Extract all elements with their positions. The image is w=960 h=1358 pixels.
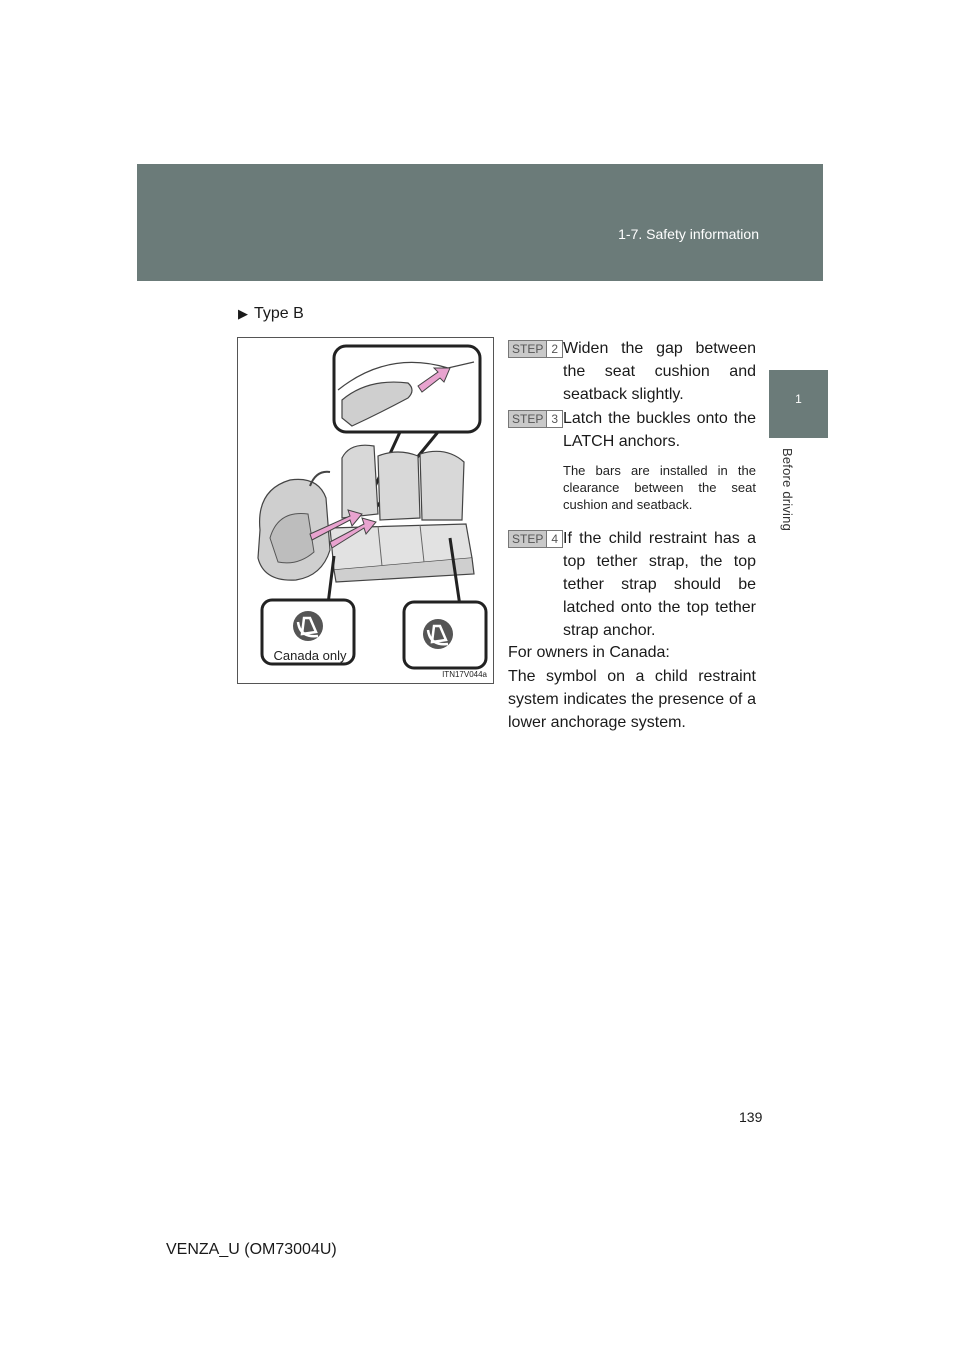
step-badge [508,340,563,358]
canada-only-label: Canada only [273,648,347,663]
step-2 [508,337,756,406]
step-number: 3 [546,411,562,427]
subheading-text: Type B [254,305,304,322]
document-code: VENZA_U (OM73004U) [166,1241,337,1258]
triangle-bullet-icon: ▶ [238,306,248,321]
canada-heading: For owners in Canada: [508,644,670,661]
step-text: If the child restraint has a top tether strap, the top tether strap should be latched onto the top tether strap anchor. [563,530,756,639]
page-number: 139 [739,1109,763,1125]
subheading [238,305,304,323]
step-number: 4 [546,531,562,547]
step-number: 2 [546,341,562,357]
header-band [137,164,823,281]
step-badge [508,410,563,428]
step-badge [508,530,563,548]
step-word: STEP [509,341,546,357]
section-title: 1-7. Safety information [618,226,759,242]
canada-text: The symbol on a child restraint system indicates the presence of a lower anchorage system. [508,668,756,731]
step-3 [508,407,756,453]
seat-illustration [238,338,493,683]
step-word: STEP [509,411,546,427]
chapter-label: Before driving [780,448,795,532]
step-4 [508,527,756,642]
step-text: Latch the buckles onto the LATCH anchors. [563,410,756,450]
chapter-number: 1 [795,392,802,406]
chapter-tab[interactable] [769,370,828,438]
note-text: The bars are installed in the clearance between the seat cushion and seatback. [563,463,756,512]
figure-code: ITN17V044a [442,670,487,679]
step-word: STEP [509,531,546,547]
step-text: Widen the gap between the seat cushion and seatback slightly. [563,340,756,403]
illustration [237,337,494,684]
